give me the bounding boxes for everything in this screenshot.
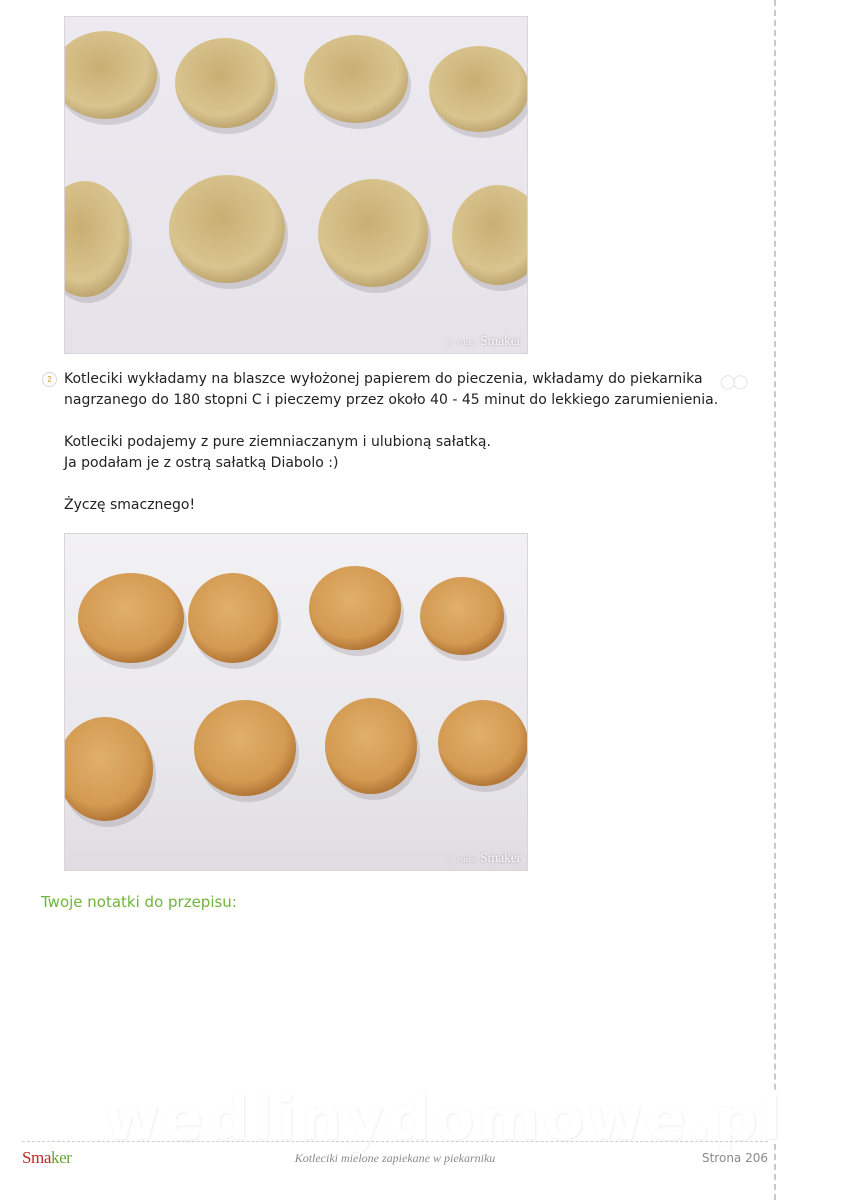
- page-number: Strona 206: [701, 1151, 768, 1165]
- photo-author: Fuzka: [456, 857, 477, 864]
- photo-credit: [446, 851, 521, 867]
- cutlet: [194, 700, 296, 796]
- recipe-photo-baked-cutlets: [64, 533, 528, 871]
- cutlet: [304, 35, 408, 123]
- cutlet: [438, 700, 527, 786]
- step-decoration-icon: ◯◯: [720, 374, 746, 390]
- cutlet: [325, 698, 417, 794]
- page-margin-line: [774, 0, 776, 1200]
- raw-cutlets-illustration: [65, 17, 527, 353]
- notes-heading: Twoje notatki do przepisu:: [41, 893, 237, 911]
- logo-part-sma: Sma: [22, 1148, 52, 1167]
- step-paragraph: Życzę smacznego!: [64, 497, 196, 513]
- paragraph-gap: [64, 411, 764, 432]
- site-watermark: wedlinydomowe.pl: [104, 1084, 785, 1154]
- step-paragraph: Ja podałam je z ostrą sałatką Diabolo :): [64, 455, 339, 471]
- cutlet: [188, 573, 278, 663]
- logo-part-ker: ker: [51, 1148, 72, 1167]
- cutlet: [420, 577, 504, 655]
- baked-cutlets-illustration: [65, 534, 527, 870]
- photo-brand: Smaker: [480, 851, 521, 866]
- footer-recipe-title: Kotleciki mielone zapiekane w piekarniku: [294, 1151, 496, 1165]
- cutlet: [429, 46, 527, 132]
- step-description: [64, 369, 764, 516]
- cutlet: [318, 179, 428, 287]
- cutlet: [169, 175, 285, 283]
- camera-icon: ◌: [445, 338, 453, 347]
- photo-brand: Smaker: [480, 334, 521, 349]
- cutlet: [175, 38, 275, 128]
- paragraph-gap: [64, 474, 764, 495]
- cutlet: [309, 566, 401, 650]
- step-paragraph: Kotleciki podajemy z pure ziemniaczanym i ulubioną sałatką.: [64, 434, 491, 450]
- footer-divider: [22, 1141, 768, 1142]
- recipe-photo-raw-cutlets: [64, 16, 528, 354]
- photo-author: Fuzka: [456, 340, 477, 347]
- step-paragraph: Kotleciki wykładamy na blaszce wyłożonej papierem do pieczenia, wkładamy do piekarnika nagrzanego do 180 stopni C i pieczemy przez około 40 - 45 minut do lekkiego zarumienienia.: [64, 371, 719, 408]
- photo-credit: [446, 334, 521, 350]
- camera-icon: ◌: [445, 855, 453, 864]
- step-number: 2: [42, 372, 57, 387]
- cutlet: [78, 573, 184, 663]
- cutlet: [452, 185, 527, 285]
